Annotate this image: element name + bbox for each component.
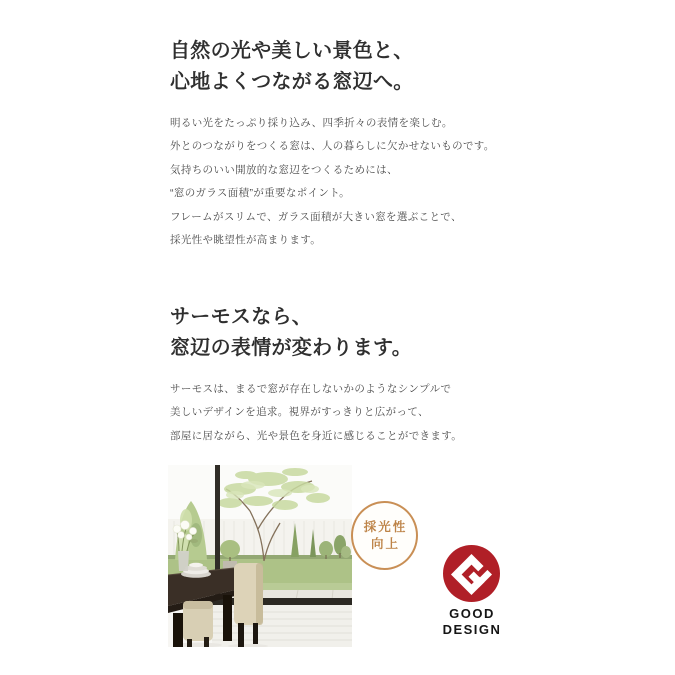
award-line: DESIGN <box>442 621 502 637</box>
body-line: 外とのつながりをつくる窓は、人の暮らしに欠かせないものです。 <box>170 140 495 153</box>
body-line: フレームがスリムで、ガラス面積が大きい窓を選ぶことで、 <box>170 210 462 223</box>
daylighting-badge <box>351 501 418 570</box>
body-line: 美しいデザインを追求。視界がすっきりと広がって、 <box>170 406 429 419</box>
body-line: 部屋に居ながら、光や景色を身近に感じることができます。 <box>170 429 463 442</box>
body-line: 採光性や眺望性が高まります。 <box>170 234 322 247</box>
section1-heading <box>170 36 414 98</box>
section1-body <box>170 112 495 252</box>
heading-line: 窓辺の表情が変わります。 <box>170 337 412 359</box>
good-design-label <box>426 606 518 637</box>
dining-room-garden-photo <box>168 465 352 647</box>
body-line: サーモスは、まるで窓が存在しないかのようなシンプルで <box>170 383 452 395</box>
good-design-g-mark-icon <box>442 544 501 603</box>
section2-heading <box>170 302 412 364</box>
award-line: GOOD <box>449 606 495 621</box>
heading-line: 心地よくつながる窓辺へ。 <box>170 71 414 93</box>
section2-body <box>170 378 462 448</box>
badge-line: 採光性 <box>363 519 408 534</box>
heading-line: サーモスなら、 <box>170 306 313 328</box>
body-line: 明るい光をたっぷり採り込み、四季折々の表情を楽しむ。 <box>170 117 453 129</box>
body-line: 気持ちのいい開放的な窓辺をつくるためには、 <box>170 163 398 176</box>
badge-line: 向上 <box>370 536 400 551</box>
heading-line: 自然の光や美しい景色と、 <box>170 40 414 62</box>
body-line: “窓のガラス面積”が重要なポイント。 <box>170 187 351 200</box>
